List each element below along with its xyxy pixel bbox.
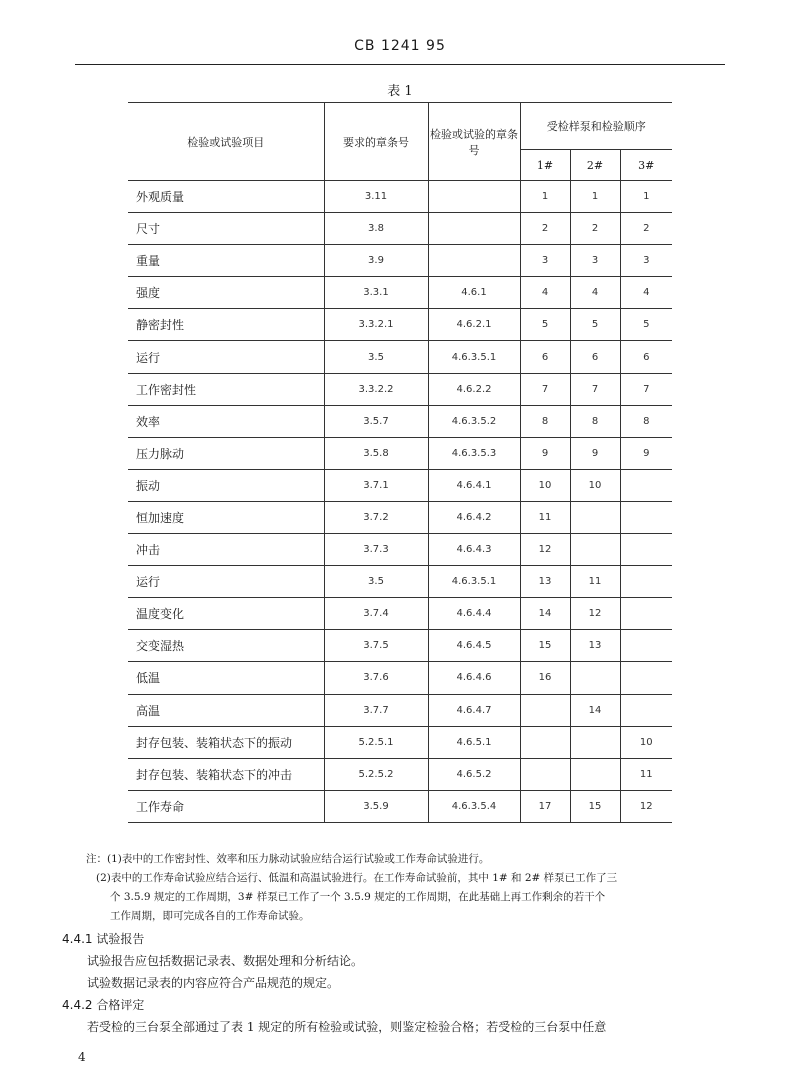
section-paragraph: 试验报告应包括数据记录表、数据处理和分析结论。 [87, 954, 364, 968]
page-number: 4 [78, 1050, 86, 1064]
cell-method: 4.6.4.5 [428, 630, 520, 662]
table-row [128, 245, 672, 277]
inspection-table-container [128, 102, 672, 823]
table-row [128, 309, 672, 341]
cell-sample-2: 7 [570, 373, 620, 405]
cell-sample-1: 10 [520, 469, 570, 501]
cell-item: 恒加速度 [128, 501, 324, 533]
cell-sample-1 [520, 694, 570, 726]
cell-sample-3 [620, 469, 672, 501]
cell-sample-3: 4 [620, 277, 672, 309]
table-row [128, 566, 672, 598]
cell-sample-1: 7 [520, 373, 570, 405]
header-sample-3: 3# [620, 150, 672, 181]
cell-method: 4.6.5.2 [428, 758, 520, 790]
header-sample-2: 2# [570, 150, 620, 181]
cell-item: 封存包装、装箱状态下的振动 [128, 726, 324, 758]
cell-method [428, 213, 520, 245]
cell-item: 高温 [128, 694, 324, 726]
cell-item: 冲击 [128, 534, 324, 566]
cell-sample-3 [620, 534, 672, 566]
cell-sample-2: 15 [570, 790, 620, 822]
section-heading: 4.4.2 合格评定 [62, 998, 145, 1012]
cell-item: 重量 [128, 245, 324, 277]
inspection-order-table [128, 102, 672, 823]
cell-method: 4.6.4.2 [428, 501, 520, 533]
cell-requirement: 3.8 [324, 213, 428, 245]
cell-method: 4.6.1 [428, 277, 520, 309]
cell-sample-1: 4 [520, 277, 570, 309]
cell-requirement: 3.3.2.1 [324, 309, 428, 341]
cell-sample-3: 8 [620, 405, 672, 437]
cell-sample-1 [520, 758, 570, 790]
cell-sample-1: 13 [520, 566, 570, 598]
table-row [128, 501, 672, 533]
cell-sample-2: 1 [570, 181, 620, 213]
cell-method: 4.6.3.5.1 [428, 566, 520, 598]
cell-requirement: 3.7.1 [324, 469, 428, 501]
cell-requirement: 3.9 [324, 245, 428, 277]
cell-requirement: 5.2.5.1 [324, 726, 428, 758]
table-row [128, 630, 672, 662]
cell-requirement: 3.5 [324, 341, 428, 373]
table-row [128, 790, 672, 822]
standard-code-header: CB 1241 95 [354, 38, 446, 54]
cell-sample-2: 10 [570, 469, 620, 501]
cell-sample-2: 12 [570, 598, 620, 630]
cell-method: 4.6.5.1 [428, 726, 520, 758]
cell-item: 静密封性 [128, 309, 324, 341]
cell-sample-1: 6 [520, 341, 570, 373]
cell-sample-3: 3 [620, 245, 672, 277]
cell-sample-2 [570, 726, 620, 758]
cell-sample-2: 2 [570, 213, 620, 245]
cell-sample-2: 8 [570, 405, 620, 437]
cell-sample-3 [620, 598, 672, 630]
cell-sample-2: 14 [570, 694, 620, 726]
cell-requirement: 3.7.5 [324, 630, 428, 662]
note-2-cont-2: 工作周期，即可完成各自的工作寿命试验。 [110, 910, 310, 922]
cell-item: 运行 [128, 566, 324, 598]
cell-sample-3: 12 [620, 790, 672, 822]
cell-requirement: 5.2.5.2 [324, 758, 428, 790]
cell-method: 4.6.2.2 [428, 373, 520, 405]
table-row [128, 277, 672, 309]
cell-requirement: 3.7.2 [324, 501, 428, 533]
cell-sample-3 [620, 630, 672, 662]
cell-item: 压力脉动 [128, 437, 324, 469]
header-rule [75, 64, 725, 65]
section-4-4-1 [62, 928, 752, 994]
cell-item: 温度变化 [128, 598, 324, 630]
cell-method: 4.6.3.5.1 [428, 341, 520, 373]
cell-sample-2: 6 [570, 341, 620, 373]
cell-requirement: 3.5.8 [324, 437, 428, 469]
table-row [128, 341, 672, 373]
cell-item: 振动 [128, 469, 324, 501]
cell-sample-1: 16 [520, 662, 570, 694]
cell-sample-3: 9 [620, 437, 672, 469]
header-sample-order: 受检样泵和检验顺序 [520, 103, 672, 150]
cell-item: 工作密封性 [128, 373, 324, 405]
table-row [128, 694, 672, 726]
cell-sample-1: 11 [520, 501, 570, 533]
table-row [128, 598, 672, 630]
cell-sample-3 [620, 501, 672, 533]
cell-item: 工作寿命 [128, 790, 324, 822]
cell-sample-1: 9 [520, 437, 570, 469]
cell-sample-1: 12 [520, 534, 570, 566]
table-title: 表 1 [387, 84, 413, 99]
cell-method: 4.6.2.1 [428, 309, 520, 341]
note-1: 注：(1)表中的工作密封性、效率和压力脉动试验应结合运行试验或工作寿命试验进行。 [86, 853, 490, 865]
cell-sample-3 [620, 662, 672, 694]
cell-sample-3: 5 [620, 309, 672, 341]
cell-sample-2: 9 [570, 437, 620, 469]
cell-sample-2 [570, 534, 620, 566]
cell-sample-3: 6 [620, 341, 672, 373]
cell-sample-2 [570, 662, 620, 694]
cell-method: 4.6.3.5.2 [428, 405, 520, 437]
cell-method: 4.6.4.4 [428, 598, 520, 630]
cell-method [428, 181, 520, 213]
table-row [128, 373, 672, 405]
table-row [128, 405, 672, 437]
cell-sample-2: 3 [570, 245, 620, 277]
section-heading: 4.4.1 试验报告 [62, 932, 145, 946]
cell-sample-3 [620, 694, 672, 726]
cell-method: 4.6.4.3 [428, 534, 520, 566]
header-item: 检验或试验项目 [128, 103, 324, 181]
cell-requirement: 3.11 [324, 181, 428, 213]
cell-requirement: 3.5.7 [324, 405, 428, 437]
cell-sample-2: 4 [570, 277, 620, 309]
cell-sample-1: 2 [520, 213, 570, 245]
cell-requirement: 3.7.6 [324, 662, 428, 694]
cell-method: 4.6.4.6 [428, 662, 520, 694]
cell-sample-1: 15 [520, 630, 570, 662]
cell-sample-1 [520, 726, 570, 758]
section-4-4-2 [62, 994, 752, 1038]
cell-item: 运行 [128, 341, 324, 373]
header-requirement-clause: 要求的章条号 [324, 103, 428, 181]
cell-requirement: 3.3.2.2 [324, 373, 428, 405]
table-row [128, 213, 672, 245]
cell-sample-3: 2 [620, 213, 672, 245]
cell-sample-2: 13 [570, 630, 620, 662]
cell-requirement: 3.5 [324, 566, 428, 598]
section-paragraph: 若受检的三台泵全部通过了表 1 规定的所有检验或试验，则鉴定检验合格；若受检的三台泵中任意 [87, 1020, 607, 1034]
table-row [128, 662, 672, 694]
cell-item: 封存包装、装箱状态下的冲击 [128, 758, 324, 790]
cell-sample-3 [620, 566, 672, 598]
header-sample-1: 1# [520, 150, 570, 181]
table-notes [86, 850, 746, 926]
table-row [128, 726, 672, 758]
cell-method: 4.6.4.1 [428, 469, 520, 501]
note-2: (2)表中的工作寿命试验应结合运行、低温和高温试验进行。在工作寿命试验前，其中 1# 和 2# 样泵已工作了三 [96, 872, 618, 884]
table-row [128, 181, 672, 213]
cell-method: 4.6.3.5.3 [428, 437, 520, 469]
cell-sample-2 [570, 758, 620, 790]
cell-item: 尺寸 [128, 213, 324, 245]
cell-item: 效率 [128, 405, 324, 437]
cell-method [428, 245, 520, 277]
cell-sample-1: 1 [520, 181, 570, 213]
cell-sample-1: 5 [520, 309, 570, 341]
cell-sample-1: 14 [520, 598, 570, 630]
cell-method: 4.6.4.7 [428, 694, 520, 726]
cell-item: 低温 [128, 662, 324, 694]
table-row [128, 534, 672, 566]
cell-sample-3: 11 [620, 758, 672, 790]
cell-requirement: 3.5.9 [324, 790, 428, 822]
table-row [128, 437, 672, 469]
cell-requirement: 3.7.7 [324, 694, 428, 726]
header-method-clause: 检验或试验的章条号 [428, 103, 520, 181]
cell-item: 强度 [128, 277, 324, 309]
cell-sample-3: 10 [620, 726, 672, 758]
cell-item: 外观质量 [128, 181, 324, 213]
cell-sample-1: 3 [520, 245, 570, 277]
cell-sample-3: 7 [620, 373, 672, 405]
cell-sample-1: 17 [520, 790, 570, 822]
cell-method: 4.6.3.5.4 [428, 790, 520, 822]
table-row [128, 758, 672, 790]
section-paragraph: 试验数据记录表的内容应符合产品规范的规定。 [87, 976, 340, 990]
cell-sample-3: 1 [620, 181, 672, 213]
table-body [128, 181, 672, 823]
cell-sample-2: 11 [570, 566, 620, 598]
cell-sample-2: 5 [570, 309, 620, 341]
cell-item: 交变湿热 [128, 630, 324, 662]
cell-requirement: 3.7.4 [324, 598, 428, 630]
note-2-cont-1: 个 3.5.9 规定的工作周期，3# 样泵已工作了一个 3.5.9 规定的工作周期，在此基础上再工作剩余的若干个 [110, 891, 606, 903]
table-row [128, 469, 672, 501]
cell-requirement: 3.3.1 [324, 277, 428, 309]
cell-sample-1: 8 [520, 405, 570, 437]
cell-sample-2 [570, 501, 620, 533]
cell-requirement: 3.7.3 [324, 534, 428, 566]
